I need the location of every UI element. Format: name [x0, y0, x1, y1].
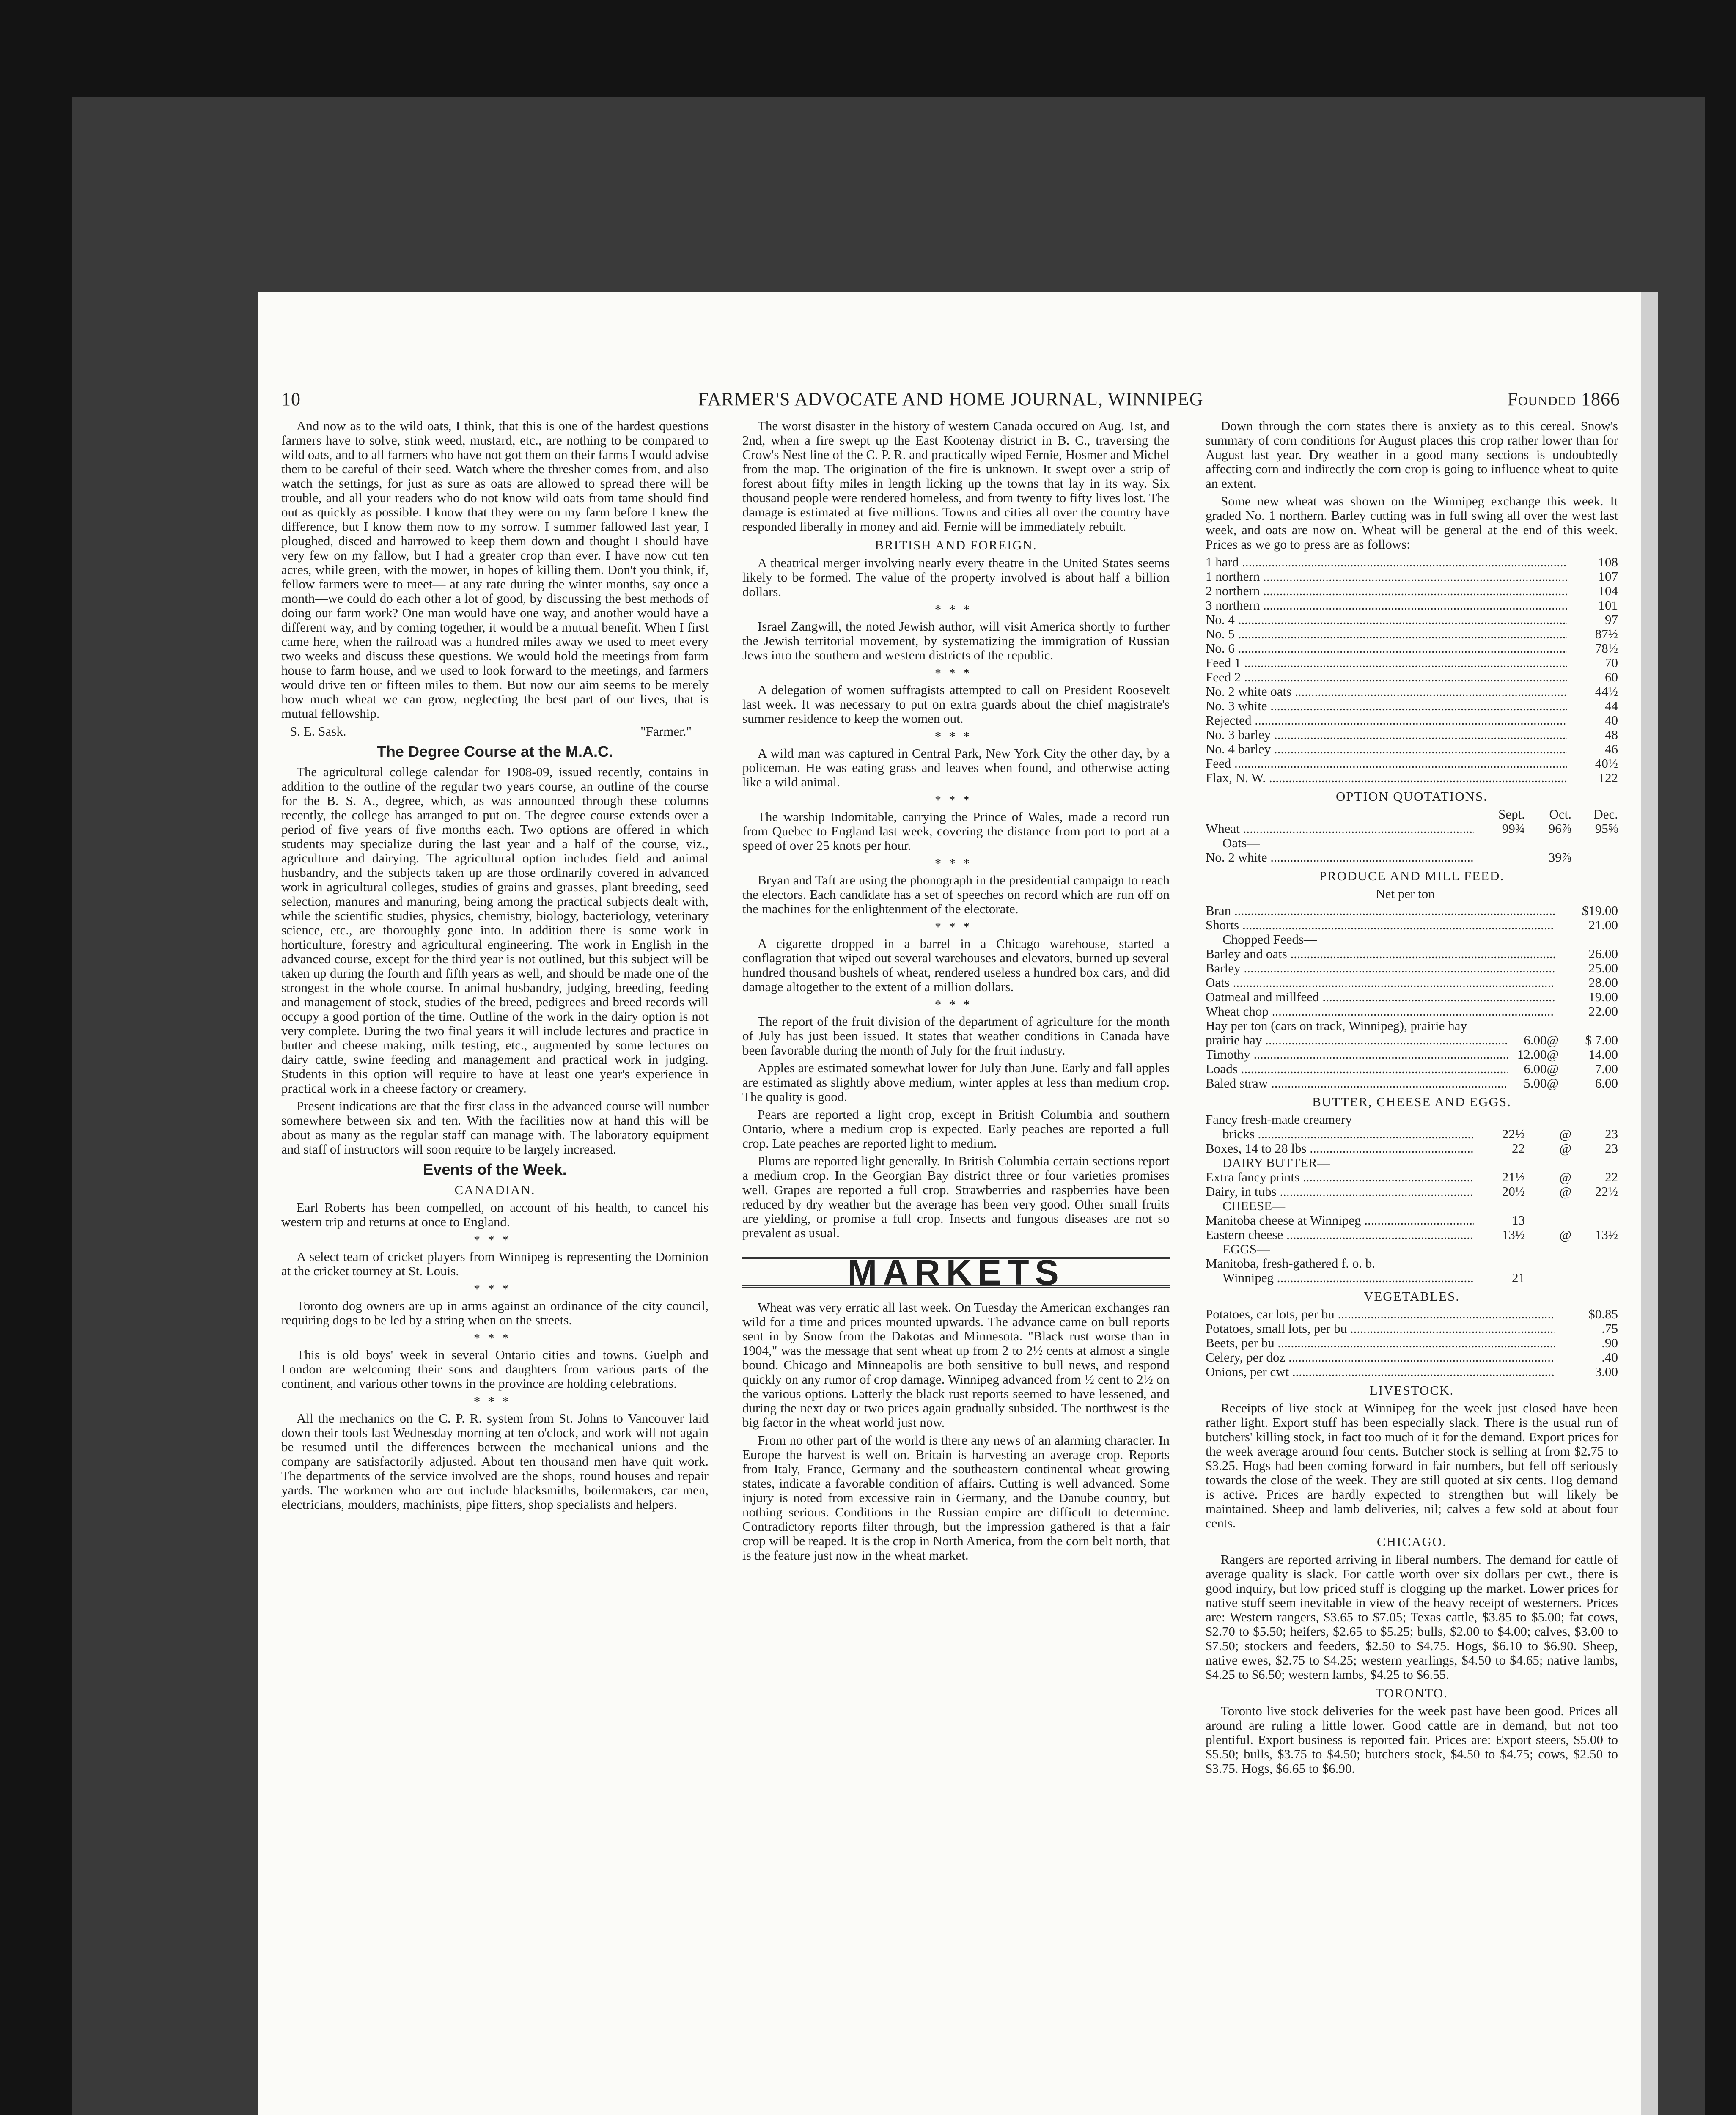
separator-stars: ***: [934, 602, 978, 617]
newspaper-page: [258, 292, 1641, 2115]
chopped-feeds-label: Chopped Feeds—: [1222, 932, 1317, 947]
price-row: Onions, per cwt ..... 3.00: [1206, 1365, 1618, 1379]
foreign-item: Pears are reported a light crop, except in British Columbia and southern Ontario, where a medium crop is expected. Early peaches are reported a full crop. Late peaches are reported light to medium.: [742, 1107, 1170, 1151]
separator-stars: ***: [934, 665, 978, 680]
founded-label: Founded 1866: [1507, 389, 1620, 409]
separator-stars: ***: [473, 1232, 516, 1247]
eggs-text: Manitoba, fresh-gathered f. o. b.: [1206, 1256, 1376, 1271]
fire-disaster-paragraph: The worst disaster in the history of western Canada occured on Aug. 1st, and 2nd, when a fire swept up the East Kootenay district in B. C., traversing the Crow's Nest line of the C. P. R. and practically wiped Fernie, Hosmer and Michel from the map. The origination of the fire is unknown. It swept over a strip of forest about fifty miles in length licking up the towns that lay in its way. Six thousand people were rendered homeless, and from twenty to fifty lives lost. The damage is estimated at five millions. Towns and cities all over the country have responded liberally in money and aid. Fernie will be immediately rebuilt.: [742, 418, 1170, 534]
foreign-item: The report of the fruit division of the department of agriculture for the month of July has just been issued. It states that weather conditions in Canada have been favorable during the month of July for the fruit industry.: [742, 1014, 1170, 1058]
foreign-item: Israel Zangwill, the noted Jewish author, will visit America shortly to further the Jewish territorial movement, by systematizing the immigration of Russian Jews into the southern and western districts of the republic.: [742, 619, 1170, 662]
eggs-label: EGGS—: [1222, 1242, 1270, 1256]
price-row: Barley and oats ..... 26.00: [1206, 947, 1618, 961]
markets-paragraph: Wheat was very erratic all last week. On Tuesday the American exchanges ran wild for a time and prices mounted upwards. The advance came on bull reports sent in by Snow from the Dakotas and Minnesota. "Black rust worse than in 1904," was the message that sent wheat up from 2 to 2½ cents at almost a single bound. Chicago and Minneapolis are both sensitive to bull news, and respond quickly on any rumor of crop damage. Winnipeg advanced from ½ cent to 2½ on the various options. Latterly the black rust reports seemed to have lessened, and during the next day or two prices again gradually subsided. The northwest is the big factor in the wheat world just now.: [742, 1300, 1170, 1430]
toronto-paragraph: Toronto live stock deliveries for the week past have been good. Prices all around are ruling a little lower. Good cattle are in demand, but not too plentiful. Export business is reported fair. Prices are: Export steers, $5.00 to $5.50; bulls, $3.75 to $4.50; butchers stock, $4.50 to $4.75; cows, $2.50 to $3.75. Hogs, $6.65 to $6.90.: [1206, 1703, 1618, 1776]
price-row: 1 hard ..... 108: [1206, 555, 1618, 569]
dairy-butter-label: DAIRY BUTTER—: [1222, 1155, 1330, 1170]
option-row: Wheat ..... 99¾ 96⅞ 95⅝: [1206, 821, 1618, 836]
fancy-creamery-label: Fancy fresh-made creamery: [1206, 1112, 1352, 1127]
price-row: No. 5 ..... 87½: [1206, 627, 1618, 641]
livestock-heading: LIVESTOCK.: [1369, 1383, 1454, 1398]
new-wheat-paragraph: Some new wheat was shown on the Winnipeg exchange this week. It graded No. 1 northern. Barley cutting was in full swing all over the west last week, and oats are now on. Wheat will be general at the end of this week. Prices as we go to press are as follows:: [1206, 494, 1618, 552]
letter-location: S. E. Sask.: [290, 724, 346, 739]
price-row: No. 4 ..... 97: [1206, 613, 1618, 627]
toronto-heading: TORONTO.: [1376, 1686, 1448, 1700]
separator-stars: ***: [473, 1330, 516, 1345]
foreign-item: Bryan and Taft are using the phonograph in the presidential campaign to reach the electors. Each candidate has a set of speeches on record which are run off on the machines for the enlightenment of the electorate.: [742, 873, 1170, 916]
letter-paragraph: And now as to the wild oats, I think, that this is one of the hardest questions farmers have to solve, stink weed, mustard, etc., are nothing to be compared to wild oats, and to all farmers who have not got them on their farms I would advise them to be careful of their seed. Watch where the thresher comes from, and also watch the settings, for just as sure as oats are allowed to spread there will be trouble, and all your readers who do not know wild oats from tame should find out as quickly as possible. I know that they were on my farm before I knew the difference, but I know them now to my sorrow. I summer fallowed last year, I ploughed, disced and harrowed to keep them down and thought I should have very few on my fallow, but I had a greater crop than ever. I have now cut ten acres, while green, with the mower, in hopes of killing them. Don't you think, if, fellow farmers were to meet— at any rate during the winter months, say once a month—we could do each other a lot of good, by discussing the best methods of doing our farm work? One man would have one way, and another would have a different way, and by coming together, it would be a mutual benefit. When I first came here, when the railroad was a hundred miles away we used to meet every two weeks and discuss these questions. We would hold the meetings from farm house to farm house, and we used to look forward to the meetings, and farmers would drive ten or fifteen miles to them. But now our aim seems to be merely how much wheat we can grow, neglecting the best part of our lives, that is mutual fellowship.: [281, 418, 709, 721]
british-foreign-heading: BRITISH AND FOREIGN.: [875, 538, 1037, 552]
grain-price-list: [1206, 555, 1618, 785]
price-row: 1 northern ..... 107: [1206, 569, 1618, 584]
price-row: 2 northern ..... 104: [1206, 584, 1618, 598]
column-3: [1206, 419, 1618, 1779]
foreign-item: A wild man was captured in Central Park, New York City the other day, by a policeman. He was eating grass and leaves when found, and otherwise acting like a wild animal.: [742, 746, 1170, 789]
price-row: Barley ..... 25.00: [1206, 961, 1618, 975]
degree-course-heading: The Degree Course at the M.A.C.: [376, 743, 613, 760]
chicago-paragraph: Rangers are reported arriving in liberal numbers. The demand for cattle of average quality is slack. For cattle worth over six dollars per cwt., there is good inquiry, but low priced stuff is clogging up the market. Lower prices for native stuff seem inevitable in view of the heavy receipt of westerners. Prices are: Western rangers, $3.65 to $7.05; Texas cattle, $3.85 to $5.00; fat cows, $2.70 to $5.50; heifers, $2.65 to $5.25; bulls, $2.00 to $4.00; calves, $3.00 to $7.50; stockers and feeders, $2.50 to $4.75. Hogs, $6.10 to $6.90. Sheep, native ewes, $2.75 to $4.25; western yearlings, $4.50 to $4.65; native lambs, $4.25 to $6.50; western lambs, $4.25 to $6.55.: [1206, 1552, 1618, 1682]
price-row: Potatoes, car lots, per bu ..... $0.85: [1206, 1307, 1618, 1321]
hay-label: Hay per ton (cars on track, Winnipeg), prairie hay: [1206, 1018, 1467, 1033]
hay-row: Baled straw ..... 5.00@ 6.00: [1206, 1076, 1618, 1090]
oats-label: Oats—: [1222, 835, 1260, 850]
event-item: This is old boys' week in several Ontario cities and towns. Guelph and London are welcoming their sons and daughters from various parts of the continent, and various other towns in the province are holding celebrations.: [281, 1347, 709, 1391]
price-row: Beets, per bu ..... .90: [1206, 1336, 1618, 1350]
option-columns: Sept. Oct. Dec.: [1498, 807, 1618, 821]
price-row: Shorts ..... 21.00: [1206, 918, 1618, 932]
chicago-heading: CHICAGO.: [1377, 1534, 1447, 1549]
hay-row: Loads ..... 6.00@ 7.00: [1206, 1062, 1618, 1076]
event-item: Toronto dog owners are up in arms against an ordinance of the city council, requiring dogs to be led by a string when on the streets.: [281, 1298, 709, 1327]
degree-paragraph: Present indications are that the first class in the advanced course will number somewhere between six and ten. With the facilities now at hand this will be about as many as the regular staff can manage with. The laboratory equipment and staff of instructors will soon require to be largely increased.: [281, 1099, 709, 1156]
foreign-item: A cigarette dropped in a barrel in a Chicago warehouse, started a conflagration that wiped out several warehouses and elevators, burned up several hundred thousand bushels of wheat, rendered useless a hundred box cars, and did damage altogether to the extent of a million dollars.: [742, 936, 1170, 994]
corn-paragraph: Down through the corn states there is anxiety as to this cereal. Snow's summary of corn conditions for August places this crop rather lower than for August last year. Dry weather in a good many sections is undoubtedly affecting corn and indirectly the corn crop is going to influence wheat to quite an extent.: [1206, 418, 1618, 491]
foreign-item: A delegation of women suffragists attempted to call on President Roosevelt last week. It was necessary to put on extra guards about the chief magistrate's summer residence to keep the women out.: [742, 682, 1170, 726]
cheese-row: Eastern cheese ..... 13½ @ 13½: [1206, 1228, 1618, 1242]
price-row: Flax, N. W. ..... 122: [1206, 771, 1618, 785]
price-row: Oats ..... 28.00: [1206, 975, 1618, 990]
hay-row: prairie hay ..... 6.00@ $ 7.00: [1206, 1033, 1618, 1047]
degree-paragraph: The agricultural college calendar for 1908-09, issued recently, contains in addition to the outline of the regular two years course, an outline of the course for the B. S. A., degree, which, as was announced through these columns recently, the college has arranged to put on. The degree course extends over a period of five years of five months each. Two options are offered in which students may specialize during the last year and a half of the course, viz., agriculture and dairying. The agricultural option includes field and animal husbandry, and the subjects taken up are those ordinarily covered in advanced work in agricultural colleges, studies of grains and grasses, plant breeding, seed selection, manures and manuring, being among the practical subjects dealt with, while the scientific studies, physics, chemistry, biology, bacteriology, veterinary science, etc., are thoroughly gone into. In addition there is some work in horticulture, forestry and agricultural engineering. The work in English in the advanced course, except for the third year is not outlined, but this subject will be taken up during the fourth and fifth years as well, and should be made one of the strongest in the whole course. In animal husbandry, judging, breeding, feeding and management of stock, studies of the breed, pedigrees and breed records will occupy a good portion of the time. Outline of the work in the dairy option is not very complete. During the two final years it will include lectures and practice in butter and cheese making, milk testing, etc., augmented by some lectures on dairy cattle, swine feeding and management and practical work in judging. Students in this option will require to have at least one year's experience in practical work in a cheese factory or creamery.: [281, 764, 709, 1096]
vegetables-heading: VEGETABLES.: [1363, 1289, 1460, 1304]
separator-stars: ***: [934, 792, 978, 807]
price-row: Feed 1 ..... 70: [1206, 656, 1618, 670]
hay-row: Timothy ..... 12.00@ 14.00: [1206, 1047, 1618, 1062]
page-fold-edge: [1641, 292, 1658, 2115]
page-header: [281, 388, 1620, 414]
butter-row: bricks ..... 22½ @ 23: [1206, 1127, 1618, 1141]
price-row: No. 2 white oats ..... 44½: [1206, 684, 1618, 699]
column-1: [281, 419, 709, 1515]
foreign-item: A theatrical merger involving nearly every theatre in the United States seems likely to be formed. The value of the property involved is about half a billion dollars.: [742, 555, 1170, 599]
butter-row: Extra fancy prints ..... 21½ @ 22: [1206, 1170, 1618, 1184]
separator-stars: ***: [934, 919, 978, 934]
event-item: All the mechanics on the C. P. R. system from St. Johns to Vancouver laid down their tools last Wednesday morning at ten o'clock, and work will not again be resumed until the differences between the mechanical unions and the company are satisfactorily adjusted. About ten thousand men have quit work. The departments of the service involved are the shops, round houses and repair yards. The workmen who are out include blacksmiths, boilermakers, car men, electricians, moulders, machinists, pipe fitters, shop specialists and helpers.: [281, 1411, 709, 1512]
price-row: No. 4 barley ..... 46: [1206, 742, 1618, 756]
cheese-label: CHEESE—: [1222, 1198, 1286, 1213]
livestock-paragraph: Receipts of live stock at Winnipeg for the week just closed have been rather light. Export stuff has been especially slack. There is the usual run of butchers' killing stock, in fact too much of it for the demand. Export prices for the week average around four cents. Butcher stock is selling at from $2.75 to $3.25. Hogs had been coming forward in fair numbers, but fell off seriously towards the close of the week. They are still quoted at six cents. Hog demand is active. Prices are hardly expected to strengthen but will likely be maintained. Sheep and lamb deliveries, nil; calves a few sold at about four cents.: [1206, 1401, 1618, 1530]
price-row: Bran ..... $19.00: [1206, 904, 1618, 918]
separator-stars: ***: [934, 997, 978, 1012]
events-heading: Events of the Week.: [423, 1161, 567, 1178]
journal-title: FARMER'S ADVOCATE AND HOME JOURNAL, WINNIPEG: [698, 389, 1203, 409]
foreign-item: Plums are reported light generally. In British Columbia certain sections report a medium crop. In the Georgian Bay district three or four varieties promises well. Grapes are reported a full crop. Strawberries and raspberries have been reduced by dry weather but the average has been very good. Other small fruits are yielding, or promise a full crop. Insects and fungous diseases are not so prevalent as usual.: [742, 1154, 1170, 1240]
butter-row: Boxes, 14 to 28 lbs ..... 22 @ 23: [1206, 1141, 1618, 1156]
produce-heading: PRODUCE AND MILL FEED.: [1319, 868, 1505, 883]
separator-stars: ***: [473, 1394, 516, 1409]
event-item: A select team of cricket players from Winnipeg is representing the Dominion at the cricket tourney at St. Louis.: [281, 1249, 709, 1278]
foreign-item: The warship Indomitable, carrying the Prince of Wales, made a record run from Quebec to England last week, covering the distance from port to port at a speed of over 25 knots per hour.: [742, 809, 1170, 853]
butter-cheese-eggs-heading: BUTTER, CHEESE AND EGGS.: [1312, 1094, 1511, 1109]
letter-signature: [281, 724, 709, 739]
price-row: Feed 2 ..... 60: [1206, 670, 1618, 684]
canadian-subheading: CANADIAN.: [454, 1182, 536, 1197]
markets-banner: MARKETS: [742, 1257, 1170, 1288]
butter-row: Dairy, in tubs ..... 20½ @ 22½: [1206, 1184, 1618, 1199]
option-quotations-heading: OPTION QUOTATIONS.: [1335, 789, 1488, 804]
separator-stars: ***: [473, 1281, 516, 1296]
letter-author: "Farmer.": [640, 724, 692, 739]
column-2: [742, 419, 1170, 1566]
price-row: Celery, per doz ..... .40: [1206, 1350, 1618, 1365]
foreign-item: Apples are estimated somewhat lower for July than June. Early and fall apples are estimated as slightly above medium, winter apples at less than medium crop. The quality is good.: [742, 1060, 1170, 1104]
price-row: Rejected ..... 40: [1206, 713, 1618, 728]
price-row: Feed ..... 40½: [1206, 756, 1618, 771]
markets-paragraph: From no other part of the world is there any news of an alarming character. In Europe the harvest is well on. Britain is harvesting an average crop. Reports from Italy, France, Germany and the southeastern continental wheat growing states, indicate a favorable condition of affairs. Cutting is well advanced. Some injury is noted from excessive rain in Germany, and the Danube country, but nothing serious. Conditions in the Russian empire are difficult to determine. Contradictory reports filter through, but the impression gathered is that a fair crop will be reaped. It is the crop in North America, from the corn belt north, that is the feature just now in the wheat market.: [742, 1433, 1170, 1563]
price-row: No. 3 white ..... 44: [1206, 699, 1618, 713]
price-row: Oatmeal and millfeed ..... 19.00: [1206, 990, 1618, 1004]
eggs-row: Winnipeg ..... 21: [1206, 1271, 1618, 1285]
separator-stars: ***: [934, 729, 978, 744]
page-number: 10: [281, 389, 301, 409]
price-row: No. 6 ..... 78½: [1206, 641, 1618, 656]
cheese-row: Manitoba cheese at Winnipeg ..... 13: [1206, 1213, 1618, 1228]
price-row: No. 3 barley ..... 48: [1206, 728, 1618, 742]
option-row: No. 2 white ..... 39⅞: [1206, 850, 1618, 865]
event-item: Earl Roberts has been compelled, on account of his health, to cancel his western trip and returns at once to England.: [281, 1200, 709, 1229]
net-per-ton-label: Net per ton—: [1376, 886, 1448, 901]
price-row: Wheat chop ..... 22.00: [1206, 1004, 1618, 1019]
price-row: Potatoes, small lots, per bu ..... .75: [1206, 1321, 1618, 1336]
price-row: 3 northern ..... 101: [1206, 598, 1618, 613]
separator-stars: ***: [934, 856, 978, 871]
